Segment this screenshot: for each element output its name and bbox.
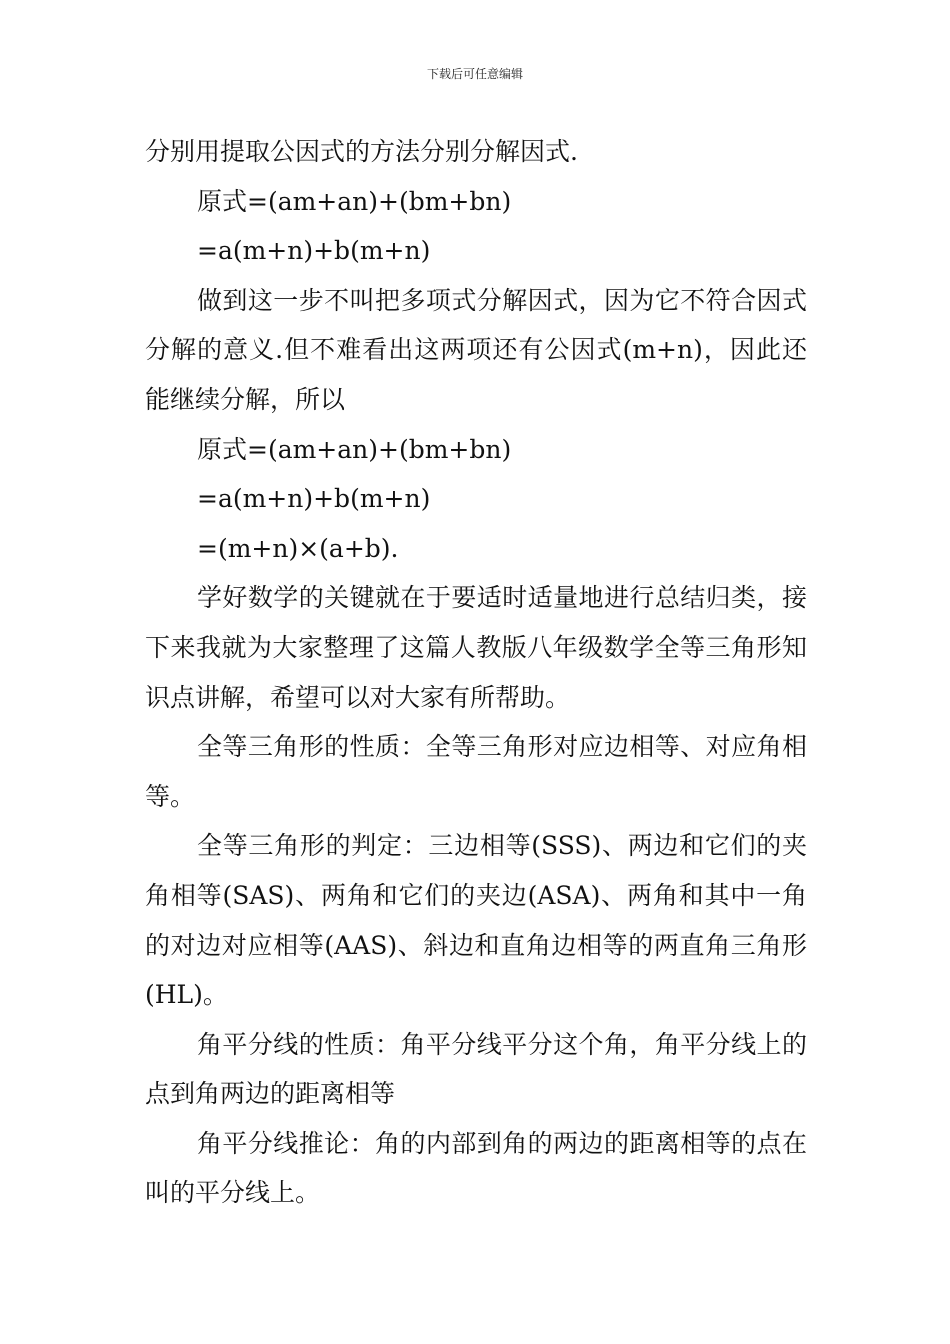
- page-header: 下载后可任意编辑: [426, 67, 523, 81]
- paragraph-congruence-property: 全等三角形的性质：全等三角形对应边相等、对应角相等。: [145, 732, 807, 811]
- paragraph-congruence-criteria: 全等三角形的判定：三边相等(SSS)、两边和它们的夹角相等(SAS)、两角和它们的夹边(ASA)、两角和其中一角的对边对应相等(AAS)、斜边和直角边相等的两直角三角形(HL)。: [145, 831, 807, 1010]
- paragraph-explanation: 做到这一步不叫把多项式分解因式，因为它不符合因式分解的意义.但不难看出这两项还有公因式(m+n)，因此还能继续分解，所以: [145, 285, 807, 414]
- formula-line-5: =(m+n)×(a+b).: [197, 533, 399, 563]
- paragraph-bisector-corollary: 角平分线推论：角的内部到角的两边的距离相等的点在叫的平分线上。: [145, 1128, 807, 1208]
- formula-line-4: =a(m+n)+b(m+n): [197, 484, 431, 514]
- formula-line-2: =a(m+n)+b(m+n): [197, 236, 431, 266]
- paragraph-bisector-property: 角平分线的性质：角平分线平分这个角，角平分线上的点到角两边的距离相等: [145, 1029, 807, 1109]
- formula-line-3: 原式=(am+an)+(bm+bn): [197, 434, 512, 464]
- paragraph-intro: 分别用提取公因式的方法分别分解因式.: [145, 137, 578, 166]
- document-body: [145, 127, 807, 1218]
- paragraph-study-tip: 学好数学的关键就在于要适时适量地进行总结归类，接下来我就为大家整理了这篇人教版八年级数学全等三角形知识点讲解，希望可以对大家有所帮助。: [145, 583, 807, 712]
- formula-line-1: 原式=(am+an)+(bm+bn): [197, 186, 512, 216]
